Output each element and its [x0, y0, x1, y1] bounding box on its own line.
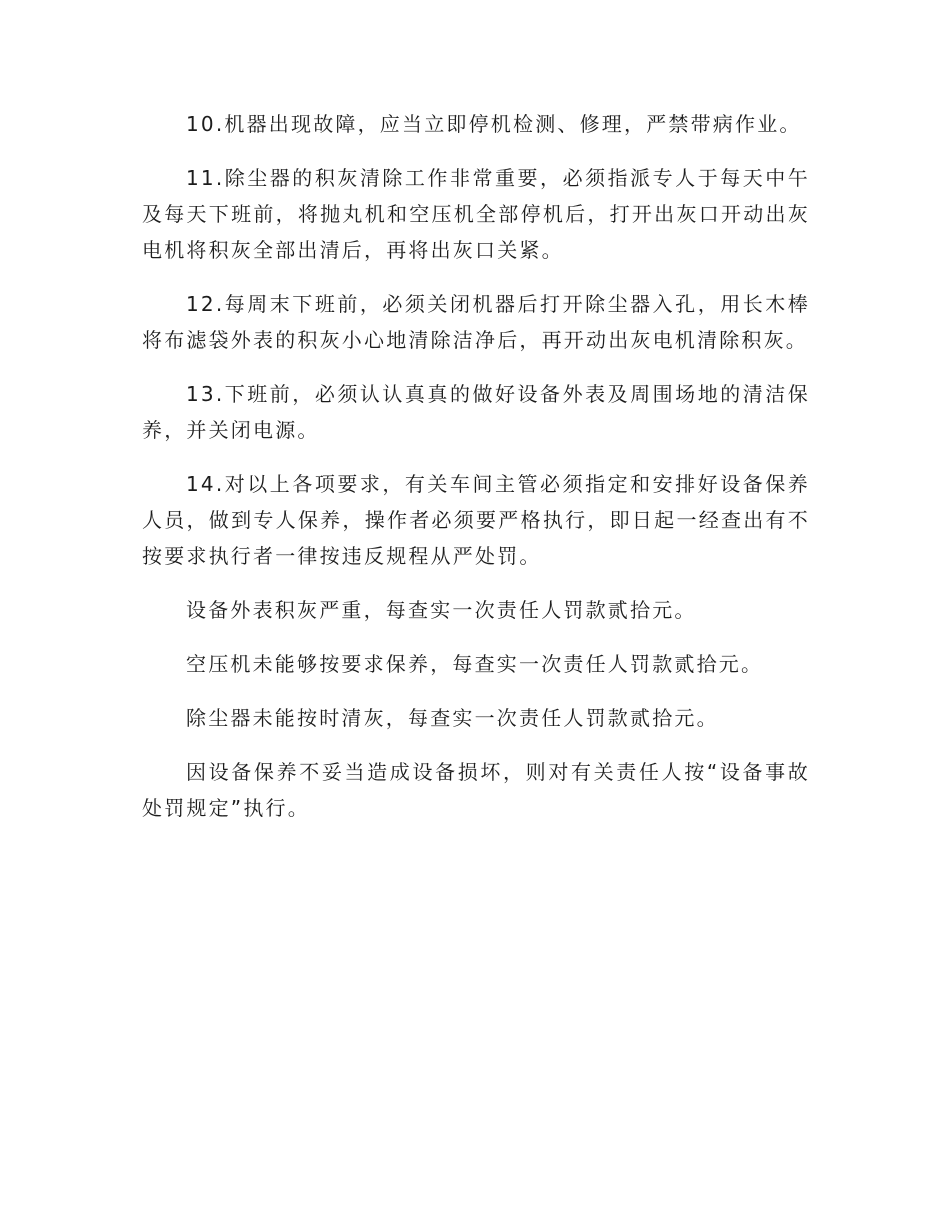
paragraph-item-12: 12.每周末下班前，必须关闭机器后打开除尘器入孔，用长木棒将布滤袋外表的积灰小心地清除洁净后，再开动出灰电机清除积灰。 — [142, 292, 810, 352]
penalty-air-compressor: 空压机未能够按要求保养，每查实一次责任人罚款贰拾元。 — [186, 652, 764, 676]
penalty-equipment-dust: 设备外表积灰严重，每查实一次责任人罚款贰拾元。 — [186, 598, 697, 622]
document-body — [142, 106, 810, 844]
paragraph-item-11: 11.除尘器的积灰清除工作非常重要，必须指派专人于每天中午及每天下班前，将抛丸机和空压机全部停机后，打开出灰口开动出灰电机将积灰全部出清后，再将出灰口关紧。 — [142, 166, 810, 262]
paragraph-item-13: 13.下班前，必须认认真真的做好设备外表及周围场地的清洁保养，并关闭电源。 — [142, 382, 810, 442]
paragraph-item-14: 14.对以上各项要求，有关车间主管必须指定和安排好设备保养人员，做到专人保养，操作者必须要严格执行，即日起一经查出有不按要求执行者一律按违反规程从严处罚。 — [142, 472, 810, 568]
paragraph-item-10: 10.机器出现故障，应当立即停机检测、修理，严禁带病作业。 — [186, 112, 802, 136]
penalty-equipment-damage: 因设备保养不妥当造成设备损坏，则对有关责任人按“设备事故处罚规定”执行。 — [142, 760, 810, 820]
penalty-dust-collector: 除尘器未能按时清灰，每查实一次责任人罚款贰拾元。 — [186, 706, 719, 730]
